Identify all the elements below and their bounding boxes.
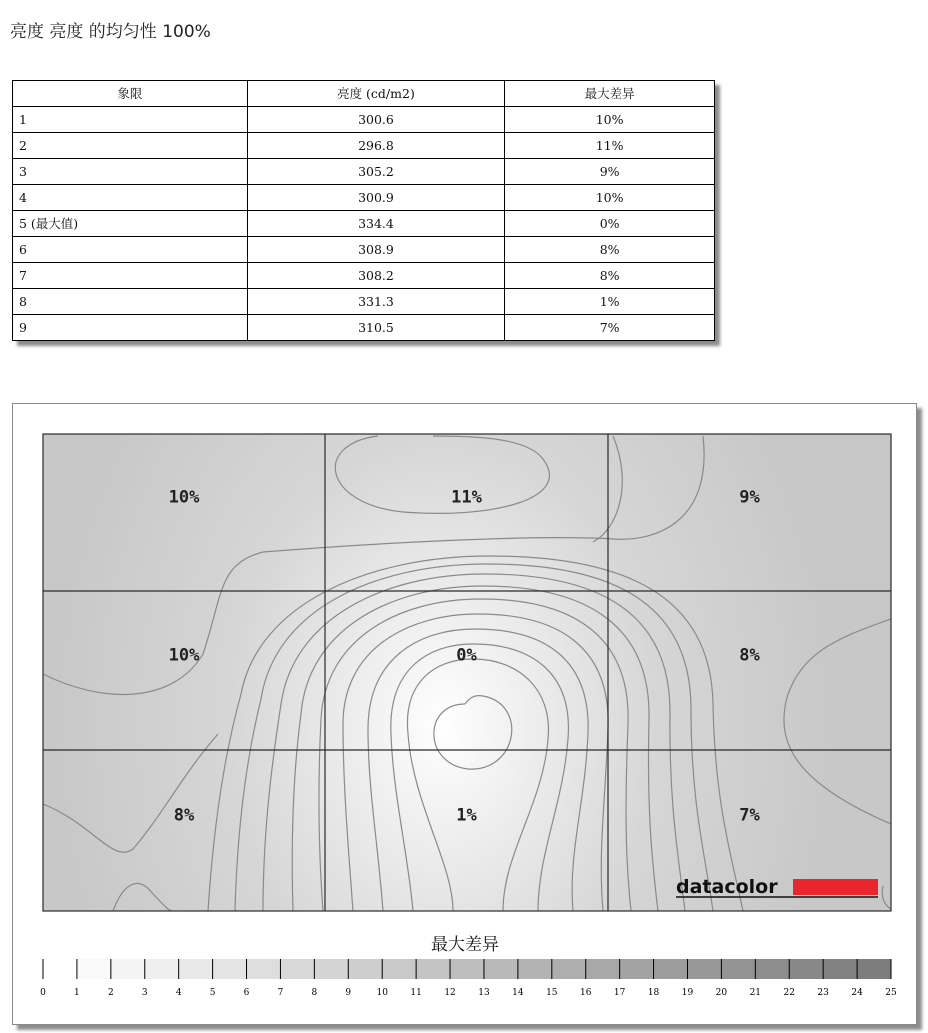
legend-swatch: [687, 959, 721, 979]
legend-swatch: [552, 959, 586, 979]
legend-tick-label: 1: [74, 988, 80, 998]
legend-tick-label: 0: [40, 988, 46, 998]
quadrant-label: 9%: [739, 487, 760, 508]
cell-max-diff: 1%: [505, 289, 715, 315]
legend-swatch: [280, 959, 314, 979]
quadrant-label: 10%: [168, 645, 200, 666]
legend-swatch: [823, 959, 857, 979]
table-header-row: [13, 81, 715, 107]
legend-tick-label: 10: [376, 988, 388, 998]
cell-quadrant: 7: [13, 263, 248, 289]
legend-swatch: [247, 959, 281, 979]
cell-quadrant: 1: [13, 107, 248, 133]
cell-quadrant: 2: [13, 133, 248, 159]
legend-tick-label: 17: [613, 988, 626, 998]
header-luminance: 亮度 (cd/m2): [247, 81, 505, 107]
legend-tick-label: 25: [885, 988, 897, 998]
table-row: [13, 107, 715, 133]
table-row: [13, 185, 715, 211]
legend-tick-label: 3: [141, 988, 148, 998]
quadrant-label: 8%: [173, 805, 195, 826]
legend-tick-label: 7: [277, 988, 284, 998]
legend-swatch: [111, 959, 145, 979]
legend-swatch: [484, 959, 518, 979]
table-row: [13, 237, 715, 263]
cell-luminance: 296.8: [247, 133, 505, 159]
cell-max-diff: 9%: [505, 159, 715, 185]
cell-luminance: 305.2: [247, 159, 505, 185]
cell-quadrant: 9: [13, 315, 248, 341]
logo-text: datacolor: [676, 876, 778, 898]
legend-tick-label: 12: [444, 988, 456, 998]
table-row: [13, 133, 715, 159]
header-quadrant: 象限: [13, 81, 248, 107]
quadrant-label: 8%: [739, 645, 760, 666]
cell-luminance: 331.3: [247, 289, 505, 315]
cell-quadrant: 3: [13, 159, 248, 185]
header-max-diff: 最大差异: [505, 81, 715, 107]
legend-swatch: [450, 959, 484, 979]
cell-luminance: 310.5: [247, 315, 505, 341]
table-row: [13, 159, 715, 185]
cell-max-diff: 8%: [505, 263, 715, 289]
legend-swatch: [43, 959, 77, 979]
quadrant-label: 0%: [456, 645, 477, 666]
logo-red-bar: [793, 879, 878, 895]
legend-swatch: [586, 959, 620, 979]
cell-max-diff: 11%: [505, 133, 715, 159]
cell-quadrant: 6: [13, 237, 248, 263]
cell-quadrant: 8: [13, 289, 248, 315]
legend-tick-label: 21: [749, 988, 762, 998]
legend-swatch: [314, 959, 348, 979]
table-row: [13, 211, 715, 237]
table-row: [13, 263, 715, 289]
legend-tick-label: 8: [311, 988, 318, 998]
legend-tick-label: 14: [512, 988, 524, 998]
legend-swatch: [416, 959, 450, 979]
legend-tick-label: 20: [715, 988, 728, 998]
legend-swatch: [857, 959, 891, 979]
cell-luminance: 334.4: [247, 211, 505, 237]
legend-swatch: [721, 959, 755, 979]
legend-tick-label: 6: [243, 988, 250, 998]
legend-tick-label: 2: [107, 988, 114, 998]
legend-tick-label: 11: [410, 988, 422, 998]
cell-max-diff: 10%: [505, 107, 715, 133]
legend-tick-label: 22: [783, 988, 795, 998]
cell-quadrant: 4: [13, 185, 248, 211]
legend-scale: [40, 959, 897, 998]
legend-tick-label: 4: [175, 988, 182, 998]
uniformity-heatmap-panel: [12, 403, 917, 1025]
uniformity-heatmap-svg: [13, 404, 916, 1024]
legend-tick-label: 23: [817, 988, 829, 998]
legend-swatch: [382, 959, 416, 979]
legend-swatch: [518, 959, 552, 979]
heatmap-area: [43, 434, 891, 911]
quadrant-label: 7%: [739, 805, 760, 826]
table-row: [13, 289, 715, 315]
legend-tick-label: 5: [209, 988, 216, 998]
cell-luminance: 300.6: [247, 107, 505, 133]
table-row: [13, 315, 715, 341]
legend-swatch: [755, 959, 789, 979]
cell-luminance: 308.9: [247, 237, 505, 263]
cell-luminance: 308.2: [247, 263, 505, 289]
legend-swatch: [213, 959, 247, 979]
legend-tick-label: 19: [681, 988, 694, 998]
datacolor-logo: [676, 876, 878, 898]
legend-title: 最大差异: [431, 935, 499, 955]
cell-max-diff: 0%: [505, 211, 715, 237]
cell-quadrant: 5 (最大值): [13, 211, 248, 237]
uniformity-table-grid: [12, 80, 715, 341]
cell-max-diff: 10%: [505, 185, 715, 211]
legend-swatch: [620, 959, 654, 979]
legend-swatch: [77, 959, 111, 979]
legend-swatch: [654, 959, 688, 979]
page-title: 亮度 亮度 的均匀性 100%: [10, 22, 211, 42]
legend-tick-label: 9: [345, 988, 352, 998]
quadrant-label: 1%: [456, 805, 477, 826]
cell-max-diff: 8%: [505, 237, 715, 263]
legend-tick-label: 18: [647, 988, 660, 998]
quadrant-label: 10%: [168, 487, 200, 508]
legend-tick-label: 13: [478, 988, 490, 998]
legend-tick-label: 15: [546, 988, 558, 998]
cell-luminance: 300.9: [247, 185, 505, 211]
legend-swatch: [789, 959, 823, 979]
legend-swatch: [179, 959, 213, 979]
legend-swatch: [145, 959, 179, 979]
quadrant-label: 11%: [451, 487, 482, 508]
uniformity-table: [12, 80, 715, 341]
cell-max-diff: 7%: [505, 315, 715, 341]
legend-tick-label: 24: [851, 988, 863, 998]
legend-swatch: [348, 959, 382, 979]
legend-tick-label: 16: [579, 988, 592, 998]
